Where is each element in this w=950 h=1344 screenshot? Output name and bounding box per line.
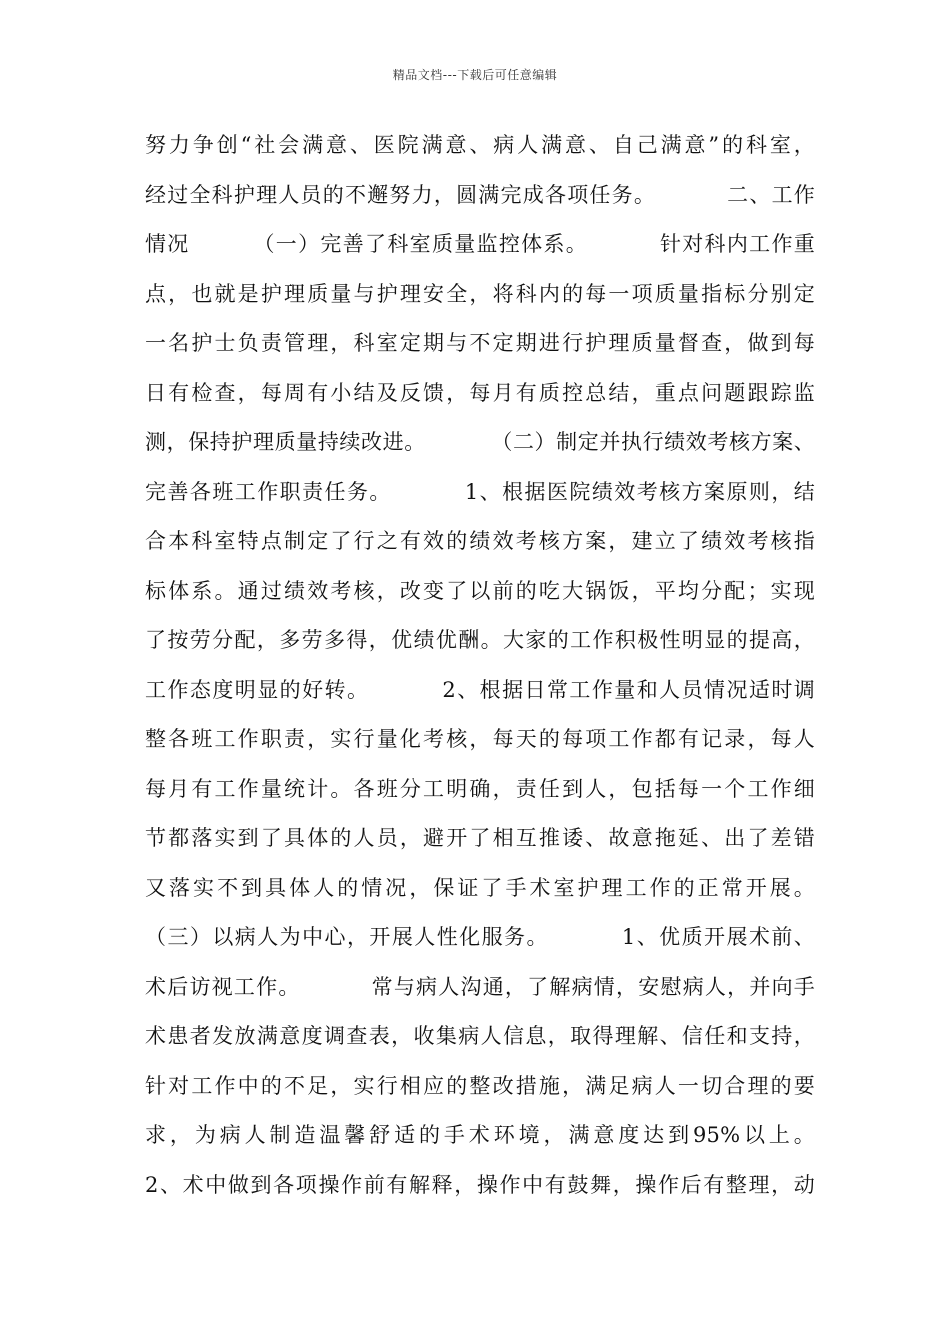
text-line: 工作态度明显的好转。 2、根据日常工作量和人员情况适时调: [145, 677, 815, 702]
text-line: 一名护士负责管理，科室定期与不定期进行护理质量督查，做到每: [145, 331, 815, 355]
page-header: 精品文档---下载后可任意编辑: [392, 68, 558, 82]
text-line: 求，为病人制造温馨舒适的手术环境，满意度达到95%以上。: [145, 1123, 815, 1147]
text-line: 了按劳分配，多劳多得，优绩优酬。大家的工作积极性明显的提高，: [145, 628, 815, 652]
text-line: 合本科室特点制定了行之有效的绩效考核方案，建立了绩效考核指: [145, 529, 815, 553]
text-line: 术后访视工作。 常与病人沟通，了解病情，安慰病人，并向手: [145, 974, 815, 999]
text-line: 针对工作中的不足，实行相应的整改措施，满足病人一切合理的要: [145, 1073, 815, 1098]
text-line: 日有检查，每周有小结及反馈，每月有质控总结，重点问题跟踪监: [145, 380, 815, 405]
body-text: [145, 130, 815, 1219]
text-line: 情况 （一）完善了科室质量监控体系。 针对科内工作重: [145, 232, 815, 256]
text-line: 努力争创“社会满意、医院满意、病人满意、自己满意”的科室，: [145, 133, 815, 157]
text-line: （三）以病人为中心，开展人性化服务。 1、优质开展术前、: [145, 925, 815, 949]
text-line: 整各班工作职责，实行量化考核，每天的每项工作都有记录，每人: [145, 727, 815, 751]
text-line: 节都落实到了具体的人员，避开了相互推诿、故意拖延、出了差错: [145, 826, 815, 850]
text-line: 2、术中做到各项操作前有解释，操作中有鼓舞，操作后有整理，动: [145, 1172, 815, 1197]
text-line: 经过全科护理人员的不邂努力，圆满完成各项任务。 二、工作: [145, 182, 815, 207]
text-line: 点，也就是护理质量与护理安全，将科内的每一项质量指标分别定: [145, 281, 815, 306]
text-line: 完善各班工作职责任务。 1、根据医院绩效考核方案原则，结: [145, 479, 815, 504]
text-line: 每月有工作量统计。各班分工明确，责任到人，包括每一个工作细: [145, 776, 815, 801]
text-line: 标体系。通过绩效考核，改变了以前的吃大锅饭，平均分配；实现: [145, 578, 815, 603]
text-line: 测，保持护理质量持续改进。 （二）制定并执行绩效考核方案、: [145, 430, 815, 454]
text-line: 又落实不到具体人的情况，保证了手术室护理工作的正常开展。: [145, 875, 815, 900]
text-line: 术患者发放满意度调查表，收集病人信息，取得理解、信任和支持，: [145, 1024, 815, 1048]
